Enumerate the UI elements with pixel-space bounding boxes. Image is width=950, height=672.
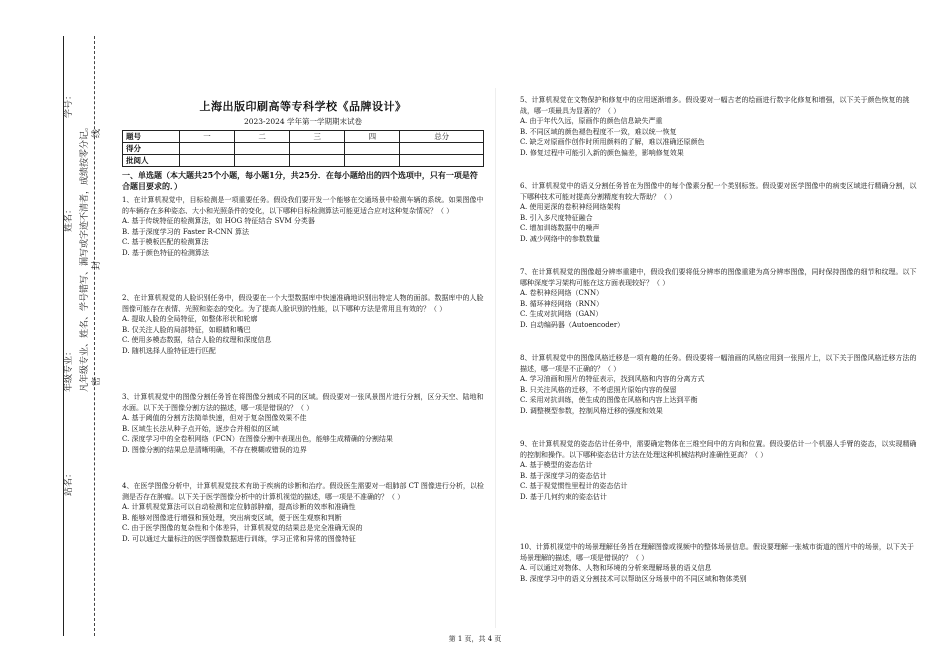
option-a: A. 基于传统特征的检测算法，如 HOG 特征结合 SVM 分类器 (122, 217, 315, 226)
option-c: C. 增加训练数据中的噪声 (520, 224, 600, 233)
option-d: D. 自动编码器（Autoencoder） (520, 320, 625, 329)
question-3 (122, 392, 484, 456)
question-stem: 8、计算机视觉中的图像风格迁移是一项有趣的任务。假设要将一幅油画的风格应用到一张照片上，以下关于图像风格迁移方法的描述，哪一项是不正确的？（ ） (520, 354, 917, 373)
question-4 (122, 481, 484, 545)
question-stem: 3、计算机视觉中的图像分割任务旨在将图像分割成不同的区域。假设要对一张风景图片进行分割，区分天空、陆地和水面。以下关于图像分割方法的描述，哪一项是错误的？（ ） (122, 393, 484, 412)
score-col-2: 二 (235, 131, 290, 143)
option-b: B. 区域生长法从种子点开始，逐步合并相似的区域 (122, 424, 279, 433)
score-col-1: 一 (180, 131, 235, 143)
option-b: B. 基于深度学习的 Faster R-CNN 算法 (122, 227, 249, 236)
question-stem: 6、计算机视觉中的语义分割任务旨在为图像中的每个像素分配一个类别标签。假设要对医学图像中的病变区域进行精确分割，以下哪种技术可能对提高分割精度有较大帮助？（ ） (520, 182, 917, 201)
question-6 (520, 181, 920, 245)
option-a: A. 使用更深的卷积神经网络架构 (520, 203, 621, 212)
option-b: B. 能够对图像进行增强和预处理，突出病变区域，便于医生观察和判断 (122, 513, 342, 522)
score-col-question: 题号 (123, 131, 180, 143)
option-d: D. 随机选择人脸特征进行匹配 (122, 346, 216, 355)
option-c: C. 采用对抗训练，使生成的图像在风格和内容上达到平衡 (520, 396, 698, 405)
option-b: B. 不同区域的颜色褪色程度不一致，难以统一恢复 (520, 127, 677, 136)
margin-seal-seal: 封 (92, 260, 102, 270)
score-table (122, 130, 484, 167)
question-9 (520, 439, 920, 503)
question-stem: 4、在医学图像分析中，计算机视觉技术有助于疾病的诊断和治疗。假设医生需要对一组肺部 CT 图像进行分析，以检测是否存在肿瘤。以下关于医学图像分析中的计算机视觉的描述，哪一项是不准确的？（ ） (122, 482, 484, 501)
option-b: B. 仅关注人脸的局部特征，如眼睛和嘴巴 (122, 325, 251, 334)
option-a: A. 计算机视觉算法可以自动检测和定位肺部肿瘤，提高诊断的效率和准确性 (122, 503, 356, 512)
question-stem: 9、在计算机视觉的姿态估计任务中，需要确定物体在三维空间中的方向和位置。假设要估计一个机器人手臂的姿态，以实现精确的控制和操作。以下哪种姿态估计方法在处理这种机械结构时准确性更高？（ ） (520, 440, 917, 459)
score-row (123, 143, 484, 155)
reviewer-row-label: 批阅人 (123, 155, 180, 167)
margin-student-id-label: 学号： (64, 90, 74, 118)
option-c: C. 缺乏对原画作创作时所用颜料的了解，难以准确还原颜色 (520, 138, 705, 147)
option-b: B. 引入多尺度特征融合 (520, 213, 593, 222)
score-row-label: 得分 (123, 143, 180, 155)
option-c: C. 基于视觉惯性里程计的姿态估计 (520, 482, 628, 491)
option-d: D. 减少网络中的参数数量 (520, 234, 600, 243)
option-b: B. 循环神经网络（RNN） (520, 299, 604, 308)
question-stem: 7、在计算机视觉的图像超分辨率重建中，假设我们要将低分辨率的图像重建为高分辨率图像，同时保持图像的细节和纹理。以下哪种深度学习架构可能在这方面表现较好？（ ） (520, 268, 917, 287)
binding-dashed-line (94, 36, 95, 636)
option-d: D. 调整模型参数，控制风格迁移的强度和效果 (520, 406, 663, 415)
question-7 (520, 267, 920, 331)
exam-subtitle: 2023-2024 学年第一学期期末试卷 (243, 117, 363, 126)
option-d: D. 基于颜色特征的检测算法 (122, 248, 209, 257)
exam-title: 上海出版印刷高等专科学校《品牌设计》 (199, 100, 407, 113)
binding-solid-line (63, 36, 64, 636)
option-c: C. 由于医学图像的复杂性和个体差异，计算机视觉的结果总是完全准确无误的 (122, 524, 363, 533)
option-a: A. 学习油画和照片的特征表示，找到风格和内容的分离方式 (520, 375, 705, 384)
option-a: A. 由于年代久远，原画作的颜色信息缺失严重 (520, 117, 663, 126)
option-a: A. 基于模型的姿态估计 (520, 461, 593, 470)
question-stem: 10、计算机视觉中的场景理解任务旨在理解图像或视频中的整体场景信息。假设要理解一张城市街道的图片中的场景，以下关于场景理解的描述，哪一项是错误的？（ ） (520, 543, 914, 562)
score-col-4: 四 (345, 131, 400, 143)
question-8 (520, 353, 920, 417)
option-c: C. 生成对抗网络（GAN） (520, 310, 603, 319)
question-stem: 1、在计算机视觉中，目标检测是一项重要任务。假设我们要开发一个能够在交通场景中检测车辆的系统。如果图像中的车辆存在多种姿态、大小和光照条件的变化，以下哪种目标检测算法可能更适合应对这种复杂情况？（ ） (122, 196, 484, 215)
margin-seal-line: 线 (92, 128, 102, 138)
option-b: B. 只关注风格的迁移，不考虑照片原始内容的保留 (520, 385, 677, 394)
margin-name-label: 姓名： (64, 204, 74, 232)
option-a: A. 基于阈值的分割方法简单快速，但对于复杂图像效果不佳 (122, 414, 307, 423)
reviewer-row (123, 155, 484, 167)
score-col-3: 三 (290, 131, 345, 143)
option-a: A. 提取人脸的全局特征，如整体形状和轮廓 (122, 315, 258, 324)
question-stem: 5、计算机视觉在文物保护和修复中的应用逐渐增多。假设要对一幅古老的绘画进行数字化修复和增强，以下关于颜色恢复的挑战，哪一项最具为显著的？（ ） (520, 96, 910, 115)
score-table-header-row (123, 131, 484, 143)
margin-seal-secret: 密 (92, 376, 102, 386)
question-10 (520, 542, 920, 584)
option-c: C. 基于模板匹配的检测算法 (122, 238, 209, 247)
score-col-total: 总分 (400, 131, 484, 143)
question-stem: 2、在计算机视觉的人脸识别任务中，假设要在一个大型数据库中快速准确地识别出特定人物的面部。数据库中的人脸图像可能存在表情、光照和姿态的变化。为了提高人脸识别的性能，以下哪种方法是常用且有效的？（ ） (122, 294, 484, 313)
margin-grade-major-label: 年级专业： (64, 346, 74, 392)
option-d: D. 可以通过大量标注的医学图像数据进行训练，学习正常和异常的图像特征 (122, 534, 356, 543)
question-5 (520, 95, 920, 159)
column-divider (495, 88, 496, 628)
question-1 (122, 195, 484, 259)
option-b: B. 深度学习中的语义分割技术可以帮助区分场景中的不同区域和物体类别 (520, 574, 747, 583)
margin-school-label: 站名： (64, 468, 74, 496)
page-footer: 第 1 页，共 4 页 (448, 635, 502, 643)
option-d: D. 图像分割的结果总是清晰明确，不存在模糊或错误的边界 (122, 445, 307, 454)
margin-notice: 凡年级专业、姓名、学号错写、漏写或字迹不清者，成绩按零分记。 (80, 121, 90, 392)
question-2 (122, 293, 484, 357)
option-a: A. 卷积神经网络（CNN） (520, 289, 604, 298)
option-c: C. 使用多模态数据，结合人脸的纹理和深度信息 (122, 336, 272, 345)
option-c: C. 深度学习中的全卷积网络（FCN）在图像分割中表现出色，能够生成精确的分割结果 (122, 435, 393, 444)
option-a: A. 可以通过对物体、人物和环境的分析来理解场景的语义信息 (520, 564, 712, 573)
option-b: B. 基于深度学习的姿态估计 (520, 471, 607, 480)
option-d: D. 基于几何约束的姿态估计 (520, 492, 607, 501)
section-title: 一、单选题（本大题共25个小题，每小题1分，共25分．在每小题给出的四个选项中，只有一项是符合题目要求的．） (122, 170, 478, 191)
option-d: D. 修复过程中可能引入新的颜色偏差，影响修复效果 (520, 148, 684, 157)
